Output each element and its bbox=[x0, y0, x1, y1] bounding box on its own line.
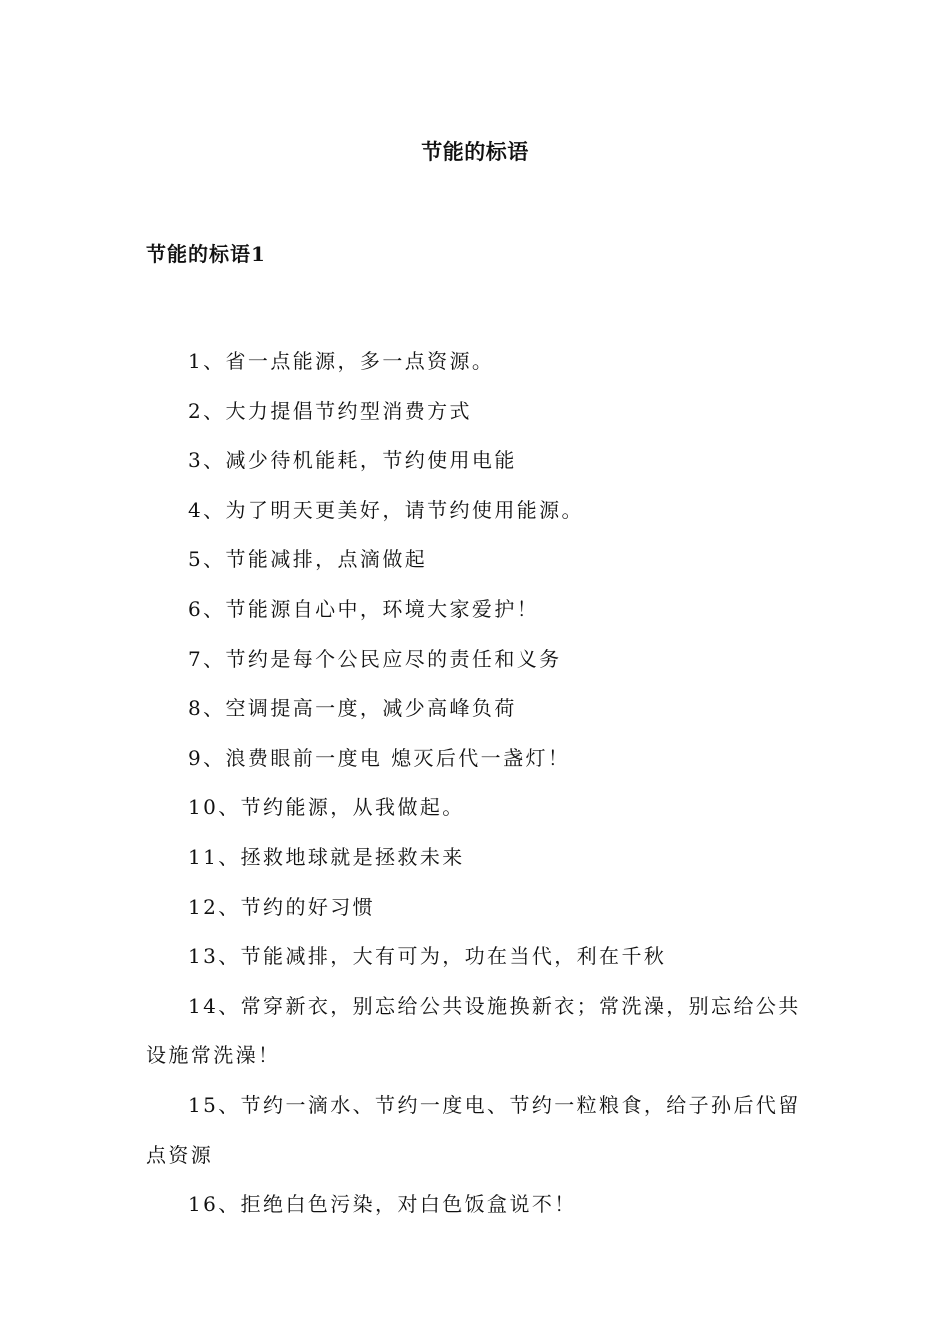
section-title: 节能的标语1 bbox=[146, 242, 266, 266]
list-item: 8、空调提高一度，减少高峰负荷 bbox=[188, 696, 517, 721]
list-item: 1、省一点能源，多一点资源。 bbox=[188, 349, 495, 373]
list-item: 16、拒绝白色污染，对白色饭盒说不！ bbox=[188, 1192, 577, 1217]
list-item: 2、大力提倡节约型消费方式 bbox=[188, 398, 472, 423]
list-item: 11、拯救地球就是拯救未来 bbox=[188, 844, 465, 869]
list-item: 12、节约的好习惯 bbox=[188, 894, 376, 919]
list-item: 3、减少待机能耗，节约使用电能 bbox=[188, 448, 517, 473]
list-item: 6、节能源自心中，环境大家爱护！ bbox=[188, 596, 540, 621]
slogan-list bbox=[146, 337, 806, 1230]
list-item: 5、节能减排，点滴做起 bbox=[188, 547, 428, 572]
list-item: 10、节约能源，从我做起。 bbox=[188, 795, 465, 820]
list-item: 7、节约是每个公民应尽的责任和义务 bbox=[188, 646, 562, 671]
list-item: 13、节能减排，大有可为，功在当代，利在千秋 bbox=[188, 944, 667, 969]
list-item: 14、常穿新衣，别忘给公共设施换新衣；常洗澡，别忘给公共设施常洗澡！ bbox=[146, 993, 801, 1068]
document-title: 节能的标语 bbox=[421, 140, 529, 164]
list-item: 4、为了明天更美好，请节约使用能源。 bbox=[188, 497, 584, 522]
list-item: 15、节约一滴水、节约一度电、节约一粒粮食，给子孙后代留点资源 bbox=[146, 1092, 801, 1167]
list-item: 9、浪费眼前一度电 熄灭后代一盏灯！ bbox=[188, 745, 571, 770]
